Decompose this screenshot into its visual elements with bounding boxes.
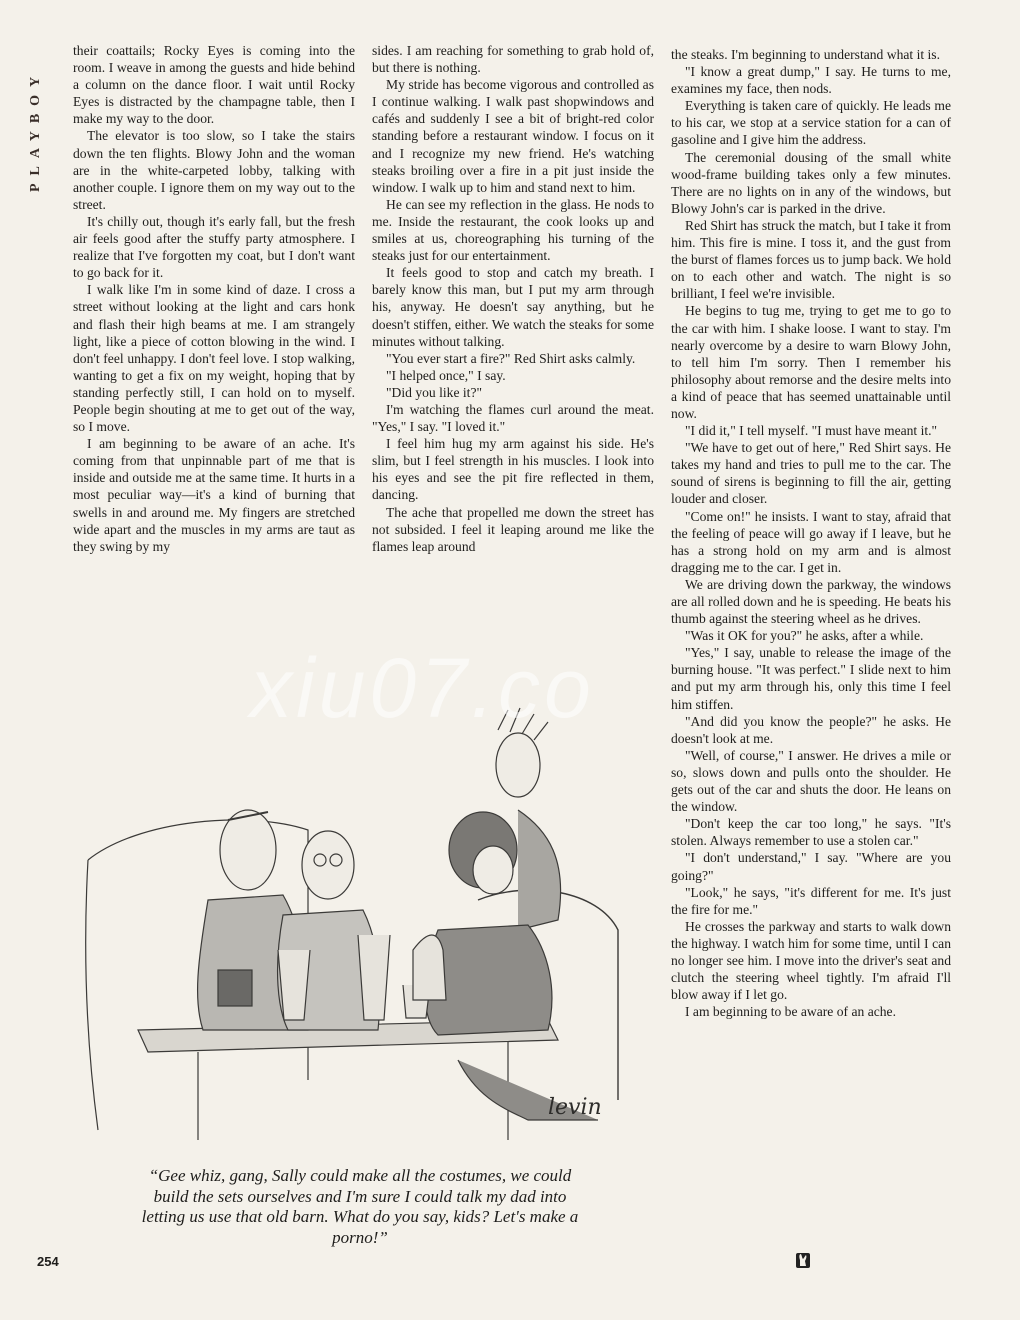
- paragraph: Everything is taken care of quickly. He leads me to his car, we stop at a service station for a can of gasoline and I give him the address.: [671, 98, 951, 148]
- paragraph: It's chilly out, though it's early fall, but the fresh air feels good after the stuffy party atmosphere. I realize that I've forgotten my coat, but I don't want to go back for it.: [73, 213, 355, 281]
- cartoon-caption: “Gee whiz, gang, Sally could make all the costumes, we could build the sets ourselves and I'm sure I could talk my dad into letting us use that old barn. What do you say, kids? Let's make a porno!”: [141, 1166, 579, 1247]
- paragraph: My stride has become vigorous and controlled as I continue walking. I walk past shopwindows and cafés and suddenly I see a bit of bright-red color standing before a restaurant window. I focus on it and I recognize my new friend. He's watching steaks broiling over a fire in a pit just inside the window. I walk up to him and stand next to him.: [372, 77, 654, 195]
- rabbit-head-end-mark-icon: [796, 1253, 810, 1268]
- paragraph: The ache that propelled me down the street has not subsided. I feel it leaping around me like the flames leap around: [372, 504, 654, 554]
- paragraph: "I did it," I tell myself. "I must have meant it.": [685, 423, 938, 439]
- paragraph: "Yes," I say, unable to release the image of the burning house. "It was perfect." I slide next to him and put my arm through his, only this time I feel him stiffen.: [671, 645, 951, 712]
- cartoon-illustration: [78, 700, 658, 1160]
- text-column-3: [671, 46, 951, 1020]
- paragraph: "Was it OK for you?" he asks, after a while.: [685, 628, 924, 644]
- paragraph: The elevator is too slow, so I take the stairs down the ten flights. Blowy John and the woman are in the white-carpeted lobby, talking with another couple. I ignore them on my way out to the street.: [73, 128, 355, 212]
- cartoon-signature: levin: [548, 1095, 602, 1120]
- paragraph: the steaks. I'm beginning to understand what it is.: [671, 47, 940, 62]
- text-column-2: [372, 42, 654, 555]
- paragraph: their coattails; Rocky Eyes is coming into the room. I weave in among the guests and hide behind a column on the dance floor. I wait until Rocky Eyes is distracted by the champagne table, then I make my way to the door.: [73, 43, 355, 127]
- masthead: [28, 40, 58, 200]
- paragraph: "Did you like it?": [386, 384, 483, 400]
- paragraph: "I helped once," I say.: [386, 367, 506, 383]
- paragraph: "And did you know the people?" he asks. He doesn't look at me.: [671, 713, 951, 746]
- paragraph: "Well, of course," I answer. He drives a mile or so, slows down and pulls onto the shoulder. He gets out of the car and shuts the door. He leans on the window.: [671, 747, 951, 815]
- paragraph: "You ever start a fire?" Red Shirt asks calmly.: [386, 350, 636, 366]
- paragraph: I feel him hug my arm against his side. He's slim, but I feel strength in his muscles. I look into his eyes and see the pit fire reflected in them, dancing.: [372, 436, 654, 503]
- text-column-1: [73, 42, 355, 555]
- paragraph: We are driving down the parkway, the windows are all rolled down and he is speeding. He beats his thumb against the steering wheel as he drives.: [671, 576, 951, 627]
- paragraph: I'm watching the flames curl around the meat. "Yes," I say. "I loved it.": [372, 401, 654, 435]
- masthead-text: PLAYBOY: [28, 68, 43, 192]
- paragraph: The ceremonial dousing of the small white wood-frame building takes only a few minutes. There are no lights on in any of the windows, but Blowy John's car is parked in the drive.: [671, 149, 951, 216]
- paragraph: "I know a great dump," I say. He turns to me, examines my face, then nods.: [671, 64, 951, 97]
- paragraph: "Don't keep the car too long," he says. "It's stolen. Always remember to use a stolen car.": [671, 816, 951, 849]
- paragraph: I walk like I'm in some kind of daze. I cross a street without looking at the light and cars honk and flash their high beams at me. I am strangely light, like a piece of cotton blowing in the wind. I don't feel unhappy. I don't feel love. I stop walking, wanting to get a fix on my weight, hoping that by standing perfectly still, I can hold on to myself. People begin shouting at me to get out of the way, so I move.: [73, 282, 355, 435]
- paragraph: "Come on!" he insists. I want to stay, afraid that the feeling of peace will go away if I leave, but he has a strong hold on my arm and is almost dragging me to the car. I get in.: [671, 508, 951, 575]
- paragraph: "We have to get out of here," Red Shirt says. He takes my hand and tries to pull me to the car. The sound of sirens is beginning to fill the air, getting louder and closer.: [671, 440, 951, 507]
- paragraph: "Look," he says, "it's different for me. It's just the fire for me.": [671, 884, 951, 917]
- watermark: xiu07.co: [250, 641, 595, 735]
- paragraph: He crosses the parkway and starts to walk down the highway. I watch him for some time, until I can no longer see him. I move into the driver's seat and clutch the steering wheel tightly. I'm afraid I'll blow away if I let go.: [671, 918, 951, 1003]
- paragraph: I am beginning to be aware of an ache. It's coming from that unpinnable part of me that is inside and outside me at the same time. It hurts in a most peculiar way—it's a kind of burning that swells in and around me. My fingers are stretched wide apart and the muscles in my arms are taut as they swing by my: [73, 436, 355, 554]
- paragraph: It feels good to stop and catch my breath. I barely know this man, but I put my arm through his, anyway. He doesn't say anything, but he doesn't stiffen, either. We watch the steaks for some minutes without talking.: [372, 265, 654, 349]
- paragraph: I am beginning to be aware of an ache.: [685, 1004, 896, 1020]
- paragraph: "I don't understand," I say. "Where are you going?": [671, 850, 951, 883]
- page-number: 254: [37, 1254, 59, 1269]
- paragraph: He begins to tug me, trying to get me to go to the car with him. I shake loose. I want to stay. I'm nearly overcome by a desire to warn Blowy John, to tell him I'm sorry. Then I remember his philosophy about remorse and the desire melts into a kind of peace that has seemed unattainable until now.: [671, 303, 951, 421]
- paragraph: He can see my reflection in the glass. He nods to me. Inside the restaurant, the cook looks up and smiles at us, choreographing his turning of the steaks just for our entertainment.: [372, 196, 654, 264]
- paragraph: sides. I am reaching for something to grab hold of, but there is nothing.: [372, 43, 654, 76]
- paragraph: Red Shirt has struck the match, but I take it from him. This fire is mine. I toss it, and the gust from the burst of flames forces us to jump back. We hold on to each other and watch. The night is so brilliant, I feel we're invisible.: [671, 217, 951, 302]
